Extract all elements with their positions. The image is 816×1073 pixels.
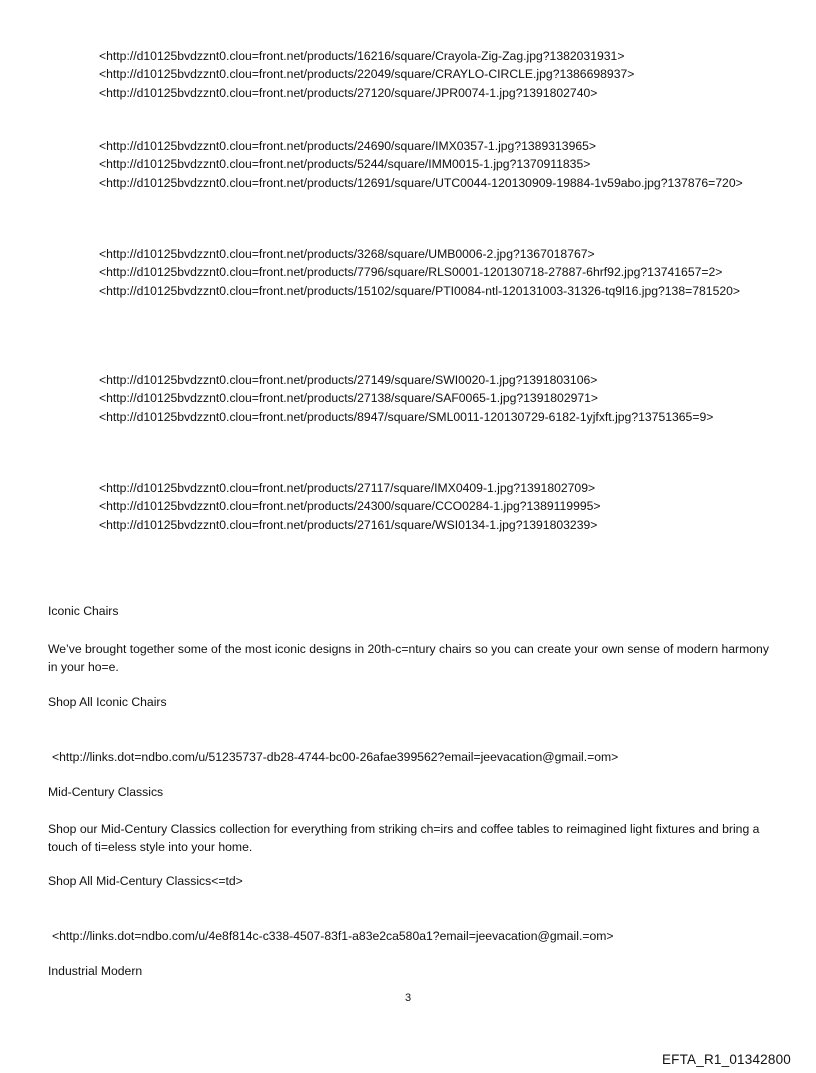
image-url-line: <http://d10125bvdzznt0.clou=front.net/products/8947/square/SML0011-120130729-6182-1yjfxft.jpg?13751365=9> (99, 409, 714, 424)
mid-century-body: Shop our Mid-Century Classics collection for everything from striking ch=irs and coffee tables to reimagined light fixtures and bring a touch of ti=eless style into your home. (48, 822, 760, 855)
image-url-line: <http://d10125bvdzznt0.clou=front.net/products/27138/square/SAF0065-1.jpg?1391802971> (99, 391, 599, 406)
image-url-line: <http://d10125bvdzznt0.clou=front.net/products/27120/square/JPR0074-1.jpg?1391802740> (99, 85, 598, 100)
image-url-line: <http://d10125bvdzznt0.clou=front.net/products/22049/square/CRAYLO-CIRCLE.jpg?1386698937> (99, 67, 635, 82)
page-number: 3 (404, 992, 412, 1004)
image-url-line: <http://d10125bvdzznt0.clou=front.net/products/7796/square/RLS0001-120130718-27887-6hrf92.jpg?13741657=2> (99, 265, 723, 280)
iconic-chairs-heading: Iconic Chairs (48, 604, 119, 618)
image-url-line: <http://d10125bvdzznt0.clou=front.net/products/27161/square/WSI0134-1.jpg?1391803239> (99, 517, 598, 532)
image-url-line: <http://d10125bvdzznt0.clou=front.net/products/3268/square/UMB0006-2.jpg?1367018767> (99, 247, 595, 261)
mid-century-tracking-link[interactable]: <http://links.dot=ndbo.com/u/4e8f814c-c338-4507-83f1-a83e2ca580a1?email=jeevacation@gmail.=om> (52, 929, 614, 943)
image-url-line: <http://d10125bvdzznt0.clou=front.net/products/27117/square/IMX0409-1.jpg?1391802709> (99, 481, 596, 495)
image-url-line: <http://d10125bvdzznt0.clou=front.net/products/24300/square/CCO0284-1.jpg?1389119995> (99, 499, 601, 514)
url-group-2 (34, 137, 786, 192)
image-url-line: <http://d10125bvdzznt0.clou=front.net/products/15102/square/PTI0084-ntl-120131003-31326-tq9l16.jpg?138=781520> (99, 283, 741, 298)
iconic-chairs-body: We’ve brought together some of the most iconic designs in 20th-c=ntury chairs so you can create your own sense of modern harmony in your ho=e. (48, 642, 769, 675)
url-group-3 (34, 245, 786, 300)
image-url-line: <http://d10125bvdzznt0.clou=front.net/products/12691/square/UTC0044-120130909-19884-1v59abo.jpg?137876=720> (99, 175, 743, 190)
image-url-line: <http://d10125bvdzznt0.clou=front.net/products/27149/square/SWI0020-1.jpg?1391803106> (99, 373, 598, 387)
image-url-line: <http://d10125bvdzznt0.clou=front.net/products/24690/square/IMX0357-1.jpg?1389313965> (99, 139, 597, 153)
bates-number: EFTA_R1_01342800 (661, 1052, 791, 1067)
url-group-5 (34, 479, 786, 534)
shop-iconic-chairs-link[interactable]: Shop All Iconic Chairs (48, 695, 167, 709)
mid-century-heading: Mid-Century Classics (48, 785, 164, 799)
shop-mid-century-link[interactable]: Shop All Mid-Century Classics<=td> (48, 874, 243, 888)
image-url-line: <http://d10125bvdzznt0.clou=front.net/products/5244/square/IMM0015-1.jpg?1370911835> (99, 157, 591, 172)
industrial-modern-heading: Industrial Modern (48, 964, 143, 978)
url-group-4 (34, 371, 786, 426)
image-url-line: <http://d10125bvdzznt0.clou=front.net/products/16216/square/Crayola-Zig-Zag.jpg?1382031931> (99, 49, 625, 63)
iconic-chairs-tracking-link[interactable]: <http://links.dot=ndbo.com/u/51235737-db28-4744-bc00-26afae399562?email=jeevacation@gmail.=om> (52, 750, 619, 764)
url-group-1 (34, 47, 786, 102)
